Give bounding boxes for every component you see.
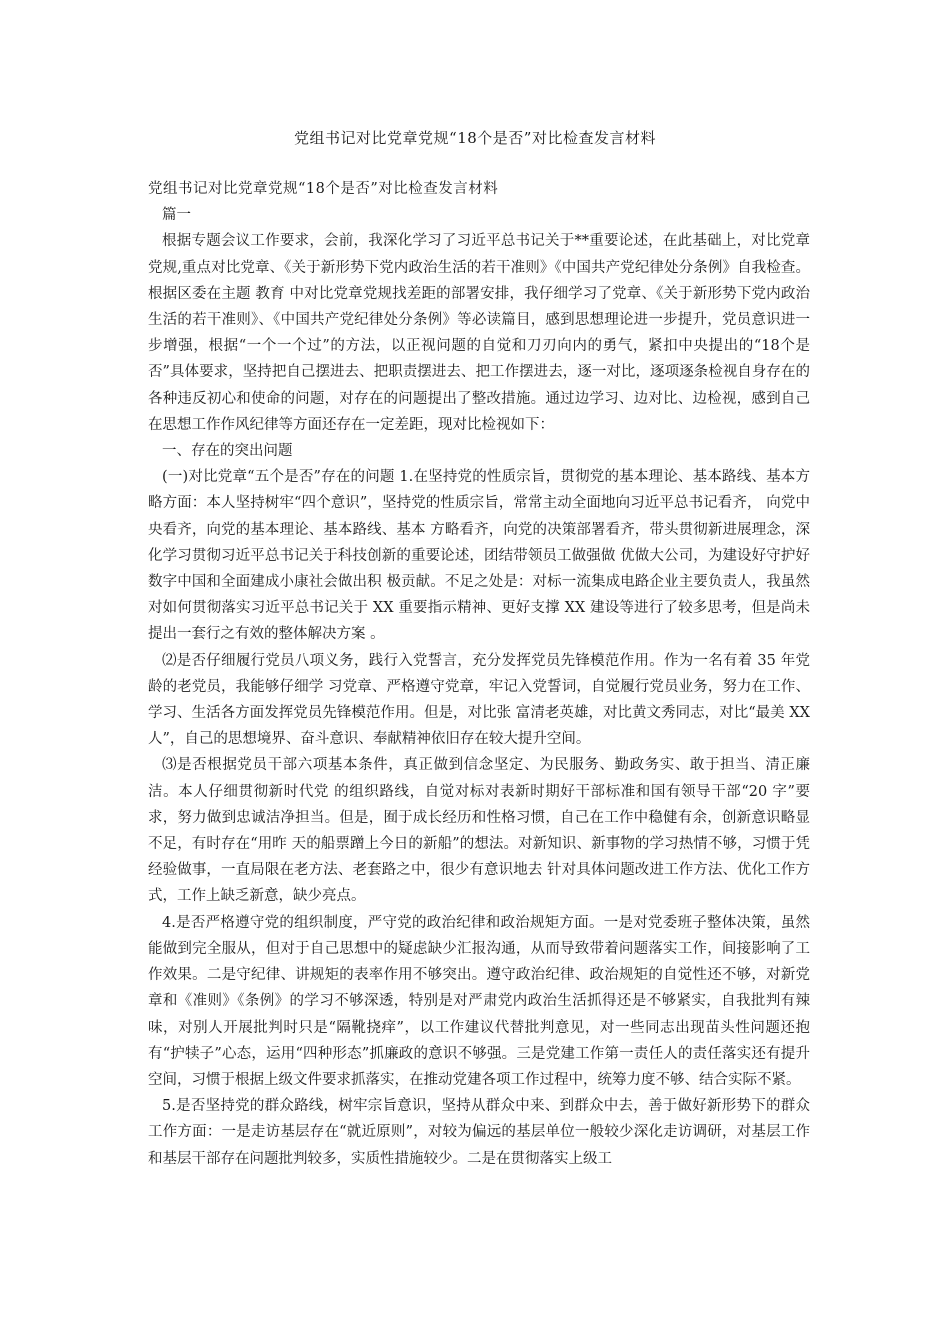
paragraph-item-1: (一)对比党章“五个是否”存在的问题 1.在坚持党的性质宗旨，贯彻党的基本理论、基本路线、基本方略方面：本人坚持树牢“四个意识”，坚持党的性质宗旨，常常主动全面地向习近平总书记看齐， 向党中央看齐，向党的基本理论、基本路线、基本 方略看齐，向党的决策部署看齐，带头贯彻新进展理念，深化学习贯彻习近平总书记关于科技创新的重要论述，团结带领员工做强做 优做大公司，为建设好守护好数字中国和全面建成小康社会做出积 极贡献。不足之处是：对标一流集成电路企业主要负责人，我虽然对如何贯彻落实习近平总书记关于 XX 重要指示精神、更好支撑 XX 建设等进行了较多思考，但是尚未提出一套行之有效的整体解决方案 。 (148, 469, 810, 643)
paragraph-item-3: ⑶是否根据党员干部六项基本条件，真正做到信念坚定、为民服务、勤政务实、敢于担当、清正廉洁。本人仔细贯彻新时代党 的组织路线，自觉对标对表新时期好干部标准和国有领导干部“20 字”要求，努力做到忠诚洁净担当。但是，囿于成长经历和性格习惯，自己在工作中稳健有余，创新意识略显不足，有时存在“用昨 天的船票蹭上今日的新船”的想法。对新知识、新事物的学习热情不够，习惯于凭经验做事，一直局限在老方法、老套路之中，很少有意识地去 针对具体问题改进工作方法、优化工作方式，工作上缺乏新意，缺少亮点。 (148, 757, 810, 905)
paragraph-item-2: ⑵是否仔细履行党员八项义务，践行入党誓言，充分发挥党员先锋模范作用。作为一名有着 35 年党龄的老党员，我能够仔细学 习党章、严格遵守党章，牢记入党誓词，自觉履行党员业务，努力在工作、学习、生活各方面发挥党员先锋模范作用。但是，对比张 富清老英雄，对比黄文秀同志，对比“最美 XX 人”，自己的思想境界、奋斗意识、奉献精神依旧存在较大提升空间。 (148, 652, 810, 748)
document-title: 党组书记对比党章党规“18个是否”对比检查发言材料 (294, 129, 656, 147)
paragraph-intro: 根据专题会议工作要求，会前，我深化学习了习近平总书记关于**重要论述，在此基础上，对比党章党规,重点对比党章、《关于新形势下党内政治生活的若干准则》《中国共产党纪律处分条例》自我检查。根据区委在主题 教育 中对比党章党规找差距的部署安排，我仔细学习了党章、《关于新形势下党内政治生活的若干准则》、《中国共产党纪律处分条例》等必读篇目，感到思想理论进一步提升，党员意识进一步增强，根据“一个一个过”的方法，以正视问题的自觉和刀刃向内的勇气，紧扣中央提出的“18个是否”具体要求，坚持把自己摆进去、把职责摆进去、把工作摆进去，逐一对比，逐项逐条检视自身存在的各种违反初心和使命的问题，对存在的问题提出了整改措施。通过边学习、边对比、边检视，感到自己在思想工作作风纪律等方面还存在一定差距，现对比检视如下： (148, 233, 810, 433)
paragraph-item-5: 5.是否坚持党的群众路线，树牢宗旨意识，坚持从群众中来、到群众中去，善于做好新形势下的群众工作方面：一是走访基层存在“就近原则”，对较为偏远的基层单位一般较少深化走访调研，对基层工作和基层干部存在问题批判较多，实质性措施较少。二是在贯彻落实上级工 (148, 1098, 810, 1167)
document-body (148, 176, 810, 1172)
paragraph-item-4: 4.是否严格遵守党的组织制度，严守党的政治纪律和政治规矩方面。一是对党委班子整体决策，虽然能做到完全服从，但对于自己思想中的疑虑缺少汇报沟通，从而导致带着问题落实工作，间接影响了工作效果。二是守纪律、讲规矩的表率作用不够突出。遵守政治纪律、政治规矩的自觉性还不够，对新党章和《准则》《条例》的学习不够深透，特别是对严肃党内政治生活抓得还是不够紧实，自我批判有辣味，对别人开展批判时只是“隔靴挠痒”，以工作建议代替批判意见，对一些同志出现苗头性问题还抱有“护犊子”心态，运用“四种形态”抓廉政的意识不够强。三是党建工作第一责任人的责任落实还有提升空间，习惯于根据上级文件要求抓落实，在推动党建各项工作过程中，统筹力度不够、结合实际不紧。 (148, 914, 810, 1088)
document-subtitle: 党组书记对比党章党规“18个是否”对比检查发言材料 (148, 181, 499, 197)
part-label: 篇一 (162, 207, 191, 224)
section-heading: 一、存在的突出问题 (162, 443, 293, 460)
